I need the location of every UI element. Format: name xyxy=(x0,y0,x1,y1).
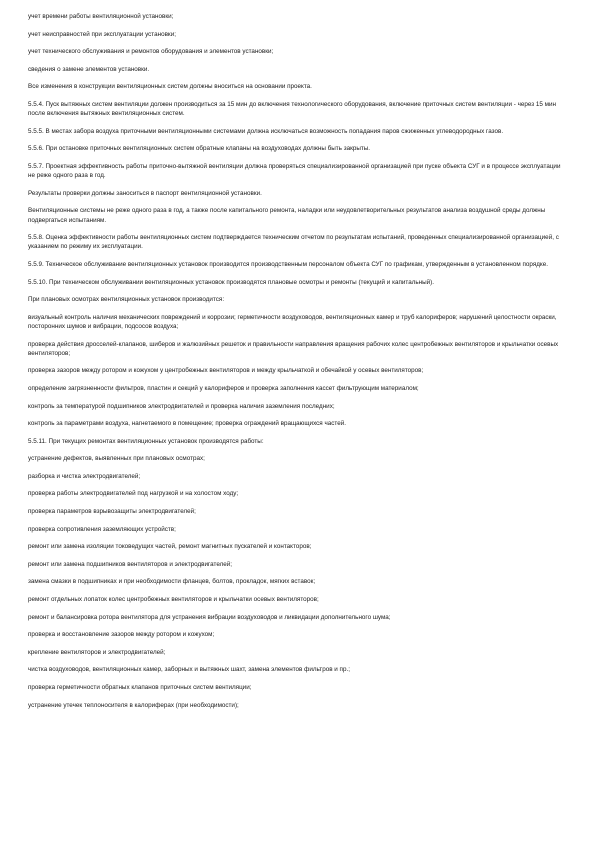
paragraph-5-5-8: 5.5.8. Оценка эффективности работы вентиляционных систем подтверждается техническим отчетом по результатам испытаний, проведенных специализированной организацией, с указанием по режиму их эксплуатации. xyxy=(28,234,559,251)
paragraph-5-5-9: 5.5.9. Техническое обслуживание вентиляционных установок производится производственным персоналом объекта СУГ по графикам, утвержденным в установленном порядке. xyxy=(28,260,548,268)
list-item-duct-cleaning: чистка воздуховодов, вентиляционных камер, заборных и вытяжных шахт, замена элементов фильтров и пр.; xyxy=(28,666,350,674)
paragraph-5-5-11: 5.5.11. При текущих ремонтах вентиляционных установок производятся работы: xyxy=(28,437,264,445)
list-item-blade-repair: ремонт отдельных лопаток колес центробежных вентиляторов и крыльчатки осевых вентиляторов; xyxy=(28,596,319,604)
paragraph-annual-tests: Вентиляционные системы не реже одного раза в год, а также после капитального ремонта, наладки или неудовлетворительных результатов анализа воздушной среды должны подвергаться испытаниям. xyxy=(28,207,546,224)
list-item-bearing-repair: ремонт или замена подшипников вентиляторов и электродвигателей; xyxy=(28,560,233,568)
list-item-element-replacement: сведения о замене элементов установки. xyxy=(28,65,150,73)
list-item-faults: учет неисправностей при эксплуатации установки; xyxy=(28,30,176,38)
list-item-gap-restoration: проверка и восстановление зазоров между ротором и кожухом; xyxy=(28,631,215,639)
paragraph-5-5-10: 5.5.10. При техническом обслуживании вентиляционных установок производятся плановые осмотры и ремонты (текущий и капитальный). xyxy=(28,278,435,286)
list-item-check-valves: проверка герметичности обратных клапанов приточных систем вентиляции; xyxy=(28,684,252,691)
paragraph-planned-inspections-intro: При плановых осмотрах вентиляционных установок производится: xyxy=(28,296,225,304)
list-item-fastening: крепление вентиляторов и электродвигателей; xyxy=(28,648,166,656)
list-item-grounding-resistance: проверка сопротивления заземляющих устройств; xyxy=(28,525,176,533)
paragraph-5-5-5: 5.5.5. В местах забора воздуха приточными вентиляционными системами должна исключаться возможность попадания паров сжиженных углеводородных газов. xyxy=(28,127,504,135)
list-item-work-time: учет времени работы вентиляционной установки; xyxy=(28,13,174,20)
list-item-rotor-gaps: проверка зазоров между ротором и кожухом у центробежных вентиляторов и между крыльчаткой и обечайкой у осевых вентиляторов; xyxy=(28,367,424,375)
list-item-explosion-protection: проверка параметров взрывозащиты электродвигателей; xyxy=(28,508,196,516)
list-item-lubrication: замена смазки в подшипниках и при необходимости фланцев, болтов, прокладок, мягких вставок; xyxy=(28,578,316,586)
list-item-air-parameters: контроль за параметрами воздуха, нагнетаемого в помещение; проверка ограждений вращающихся частей. xyxy=(28,420,346,428)
paragraph-check-results: Результаты проверки должны заноситься в паспорт вентиляционной установки. xyxy=(28,189,262,197)
list-item-insulation-repair: ремонт или замена изоляции токоведущих частей, ремонт магнитных пускателей и контакторов; xyxy=(28,543,312,551)
list-item-visual-control: визуальный контроль наличия механических повреждений и коррозии; герметичности воздуховодов, вентиляционных камер и труб калориферов; нарушений целостности окраски, посторонних шумов и вибрации, подсосов воздуха; xyxy=(28,313,557,330)
list-item-coolant-leaks: устранение утечек теплоносителя в калориферах (при необходимости); xyxy=(28,701,239,709)
list-item-defects: устранение дефектов, выявленных при плановых осмотрах; xyxy=(28,455,205,463)
list-item-rotor-balancing: ремонт и балансировка ротора вентилятора для устранения вибрации воздуховодов и ликвидации дополнительного шума; xyxy=(28,613,391,621)
list-item-maintenance-log: учет технического обслуживания и ремонтов оборудования и элементов установки; xyxy=(28,48,274,56)
paragraph-5-5-4: 5.5.4. Пуск вытяжных систем вентиляции должен производиться за 15 мин до включения технологического оборудования, включение приточных систем вентиляции - через 15 мин после включения вытяжных вентиляционных систем. xyxy=(28,100,556,118)
list-item-filter-contamination: определение загрязненности фильтров, пластин и секций у калориферов и проверка заполнения кассет фильтрующим материалом; xyxy=(28,384,419,392)
list-item-throttle-check: проверка действия дросселей-клапанов, шиберов и жалюзийных решеток и правильности направления вращения рабочих колес центробежных вентиляторов и крыльчатки осевых вентиляторов; xyxy=(28,340,559,357)
paragraph-5-5-7: 5.5.7. Проектная эффективность работы приточно-вытяжной вентиляции должна проверяться специализированной организацией при пуске объекта СУГ и в процессе эксплуатации не реже одного раза в год. xyxy=(28,162,561,180)
paragraph-design-changes: Все изменения в конструкции вентиляционных систем должны вноситься на основании проекта. xyxy=(28,83,312,91)
list-item-motor-load-check: проверка работы электродвигателей под нагрузкой и на холостом ходу; xyxy=(28,490,239,498)
list-item-bearing-temperature: контроль за температурой подшипников электродвигателей и проверка наличия заземления последних; xyxy=(28,402,335,410)
paragraph-5-5-6: 5.5.6. При остановке приточных вентиляционных систем обратные клапаны на воздуховодах должны быть закрыты. xyxy=(28,145,371,153)
list-item-motor-cleaning: разборка и чистка электродвигателей; xyxy=(28,472,141,480)
